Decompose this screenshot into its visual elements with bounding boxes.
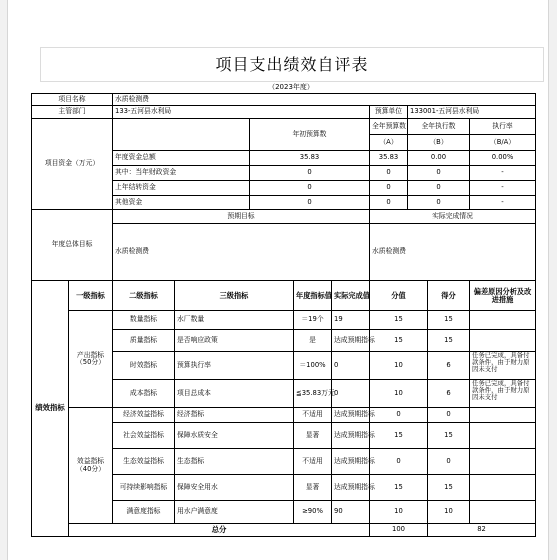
group-output-label: 产出指标（50分） bbox=[69, 311, 113, 408]
indicator-reason bbox=[470, 475, 536, 501]
indicator-target: 不适用 bbox=[294, 449, 332, 475]
indicator-actual: 达成预期指标 bbox=[332, 475, 370, 501]
indicator-actual: 达成预期指标 bbox=[332, 449, 370, 475]
group-benefit-label: 效益指标（40分） bbox=[69, 408, 113, 524]
full-exec-header: 全年执行数 bbox=[408, 119, 470, 135]
expected-goal-header: 预期目标 bbox=[113, 210, 370, 224]
report-title: 项目支出绩效自评表 bbox=[40, 47, 544, 82]
funds-row-rate: - bbox=[470, 166, 536, 181]
funds-row-full: 35.83 bbox=[370, 151, 408, 166]
actual-header: 实际完成值 bbox=[332, 281, 370, 311]
indicator-got: 0 bbox=[428, 449, 470, 475]
indicator-got: 15 bbox=[428, 311, 470, 330]
funds-row-full: 0 bbox=[370, 166, 408, 181]
indicator-got: 15 bbox=[428, 475, 470, 501]
indicator-score: 0 bbox=[370, 449, 428, 475]
perf-header-row bbox=[32, 281, 536, 311]
indicator-score: 0 bbox=[370, 408, 428, 423]
indicator-l2: 质量指标 bbox=[113, 330, 175, 352]
funds-row-rate: - bbox=[470, 196, 536, 210]
indicator-actual: 19 bbox=[332, 311, 370, 330]
indicator-score: 15 bbox=[370, 423, 428, 449]
l1-header: 一级指标 bbox=[69, 281, 113, 311]
dept-value: 133-五河县水利局 bbox=[113, 106, 370, 119]
indicator-reason bbox=[470, 330, 536, 352]
funds-row-full: 0 bbox=[370, 181, 408, 196]
indicator-target: ＝19个 bbox=[294, 311, 332, 330]
indicator-l2: 生态效益指标 bbox=[113, 449, 175, 475]
indicator-reason: 任务已完成，具备付款条件，由于财力原因未支付 bbox=[470, 352, 536, 380]
total-score: 100 bbox=[370, 524, 428, 537]
perf-label: 绩效指标 bbox=[32, 281, 69, 537]
funds-row-rate: 0.00% bbox=[470, 151, 536, 166]
indicator-l3: 项目总成本 bbox=[175, 380, 294, 408]
project-value: 水质检测费 bbox=[113, 94, 536, 106]
subheader-b: （B） bbox=[408, 135, 470, 151]
indicator-reason bbox=[470, 501, 536, 524]
indicator-l3: 保障水质安全 bbox=[175, 423, 294, 449]
funds-header-row bbox=[32, 119, 536, 135]
indicator-target: 显著 bbox=[294, 475, 332, 501]
funds-row-name: 上年结转资金 bbox=[113, 181, 250, 196]
indicator-target: 显著 bbox=[294, 423, 332, 449]
l2-header: 二级指标 bbox=[113, 281, 175, 311]
goals-header-row bbox=[32, 210, 536, 224]
indicator-l2: 成本指标 bbox=[113, 380, 175, 408]
indicator-got: 10 bbox=[428, 501, 470, 524]
funds-row-annual: 35.83 bbox=[250, 151, 370, 166]
indicator-score: 15 bbox=[370, 330, 428, 352]
indicator-row bbox=[32, 408, 536, 423]
indicator-l2: 时效指标 bbox=[113, 352, 175, 380]
indicator-actual: 0 bbox=[332, 352, 370, 380]
funds-row-exec: 0 bbox=[408, 181, 470, 196]
subheader-a: （A） bbox=[370, 135, 408, 151]
indicator-got: 6 bbox=[428, 352, 470, 380]
goals-label: 年度总体目标 bbox=[32, 210, 113, 281]
funds-row-exec: 0.00 bbox=[408, 151, 470, 166]
l3-header: 三级指标 bbox=[175, 281, 294, 311]
indicator-l3: 保障安全用水 bbox=[175, 475, 294, 501]
unit-label: 预算单位 bbox=[370, 106, 408, 119]
score-header: 分值 bbox=[370, 281, 428, 311]
indicator-l3: 水厂数量 bbox=[175, 311, 294, 330]
indicator-actual: 达成预期指标 bbox=[332, 330, 370, 352]
actual-goal: 水质检测费 bbox=[370, 224, 536, 281]
indicator-reason bbox=[470, 408, 536, 423]
indicator-row bbox=[32, 311, 536, 330]
indicator-l3: 生态指标 bbox=[175, 449, 294, 475]
indicator-l3: 预算执行率 bbox=[175, 352, 294, 380]
indicator-l3: 是否响应政策 bbox=[175, 330, 294, 352]
funds-row-name: 年度资金总额 bbox=[113, 151, 250, 166]
indicator-target: ≥90% bbox=[294, 501, 332, 524]
indicator-target: 不适用 bbox=[294, 408, 332, 423]
indicator-l2: 数量指标 bbox=[113, 311, 175, 330]
funds-row-annual: 0 bbox=[250, 196, 370, 210]
funds-row-exec: 0 bbox=[408, 166, 470, 181]
indicator-l2: 满意度指标 bbox=[113, 501, 175, 524]
indicator-l2: 经济效益指标 bbox=[113, 408, 175, 423]
indicator-l3: 用水户满意度 bbox=[175, 501, 294, 524]
got-header: 得分 bbox=[428, 281, 470, 311]
indicator-reason bbox=[470, 423, 536, 449]
indicator-actual: 90 bbox=[332, 501, 370, 524]
indicator-reason bbox=[470, 449, 536, 475]
funds-row-name: 其中：当年财政资金 bbox=[113, 166, 250, 181]
indicator-l2: 社会效益指标 bbox=[113, 423, 175, 449]
full-budget-header: 全年预算数 bbox=[370, 119, 408, 135]
indicator-got: 15 bbox=[428, 423, 470, 449]
total-row bbox=[32, 524, 536, 537]
actual-goal-header: 实际完成情况 bbox=[370, 210, 536, 224]
evaluation-table bbox=[31, 93, 536, 537]
indicator-target: 是 bbox=[294, 330, 332, 352]
total-label: 总分 bbox=[69, 524, 370, 537]
indicator-got: 6 bbox=[428, 380, 470, 408]
report-year: （2023年度） bbox=[268, 83, 314, 91]
indicator-target: ＝100% bbox=[294, 352, 332, 380]
subheader-ba: （B/A） bbox=[470, 135, 536, 151]
project-row bbox=[32, 94, 536, 106]
indicator-score: 10 bbox=[370, 380, 428, 408]
funds-row-name: 其他资金 bbox=[113, 196, 250, 210]
indicator-score: 15 bbox=[370, 311, 428, 330]
indicator-l2: 可持续影响指标 bbox=[113, 475, 175, 501]
funds-row-annual: 0 bbox=[250, 181, 370, 196]
funds-row-rate: - bbox=[470, 181, 536, 196]
exec-rate-header: 执行率 bbox=[470, 119, 536, 135]
annual-budget-header: 年初预算数 bbox=[250, 119, 370, 151]
funds-row-annual: 0 bbox=[250, 166, 370, 181]
funds-label: 项目资金（万元） bbox=[32, 119, 113, 210]
indicator-score: 10 bbox=[370, 352, 428, 380]
funds-row-full: 0 bbox=[370, 196, 408, 210]
indicator-actual: 0 bbox=[332, 380, 370, 408]
reason-header: 偏差原因分析及改进措施 bbox=[470, 281, 536, 311]
indicator-actual: 达成预期指标 bbox=[332, 408, 370, 423]
expected-goal: 水质检测费 bbox=[113, 224, 370, 281]
dept-row bbox=[32, 106, 536, 119]
project-label: 项目名称 bbox=[32, 94, 113, 106]
total-got: 82 bbox=[428, 524, 536, 537]
indicator-score: 15 bbox=[370, 475, 428, 501]
unit-value: 133001-五河县水利局 bbox=[408, 106, 536, 119]
indicator-actual: 达成预期指标 bbox=[332, 423, 370, 449]
indicator-l3: 经济指标 bbox=[175, 408, 294, 423]
funds-row-exec: 0 bbox=[408, 196, 470, 210]
indicator-score: 10 bbox=[370, 501, 428, 524]
target-header: 年度指标值 bbox=[294, 281, 332, 311]
indicator-got: 0 bbox=[428, 408, 470, 423]
indicator-reason bbox=[470, 311, 536, 330]
indicator-target: ≦35.83万元 bbox=[294, 380, 332, 408]
indicator-got: 15 bbox=[428, 330, 470, 352]
dept-label: 主管部门 bbox=[32, 106, 113, 119]
indicator-reason: 任务已完成，具备付款条件，由于财力原因未支付 bbox=[470, 380, 536, 408]
